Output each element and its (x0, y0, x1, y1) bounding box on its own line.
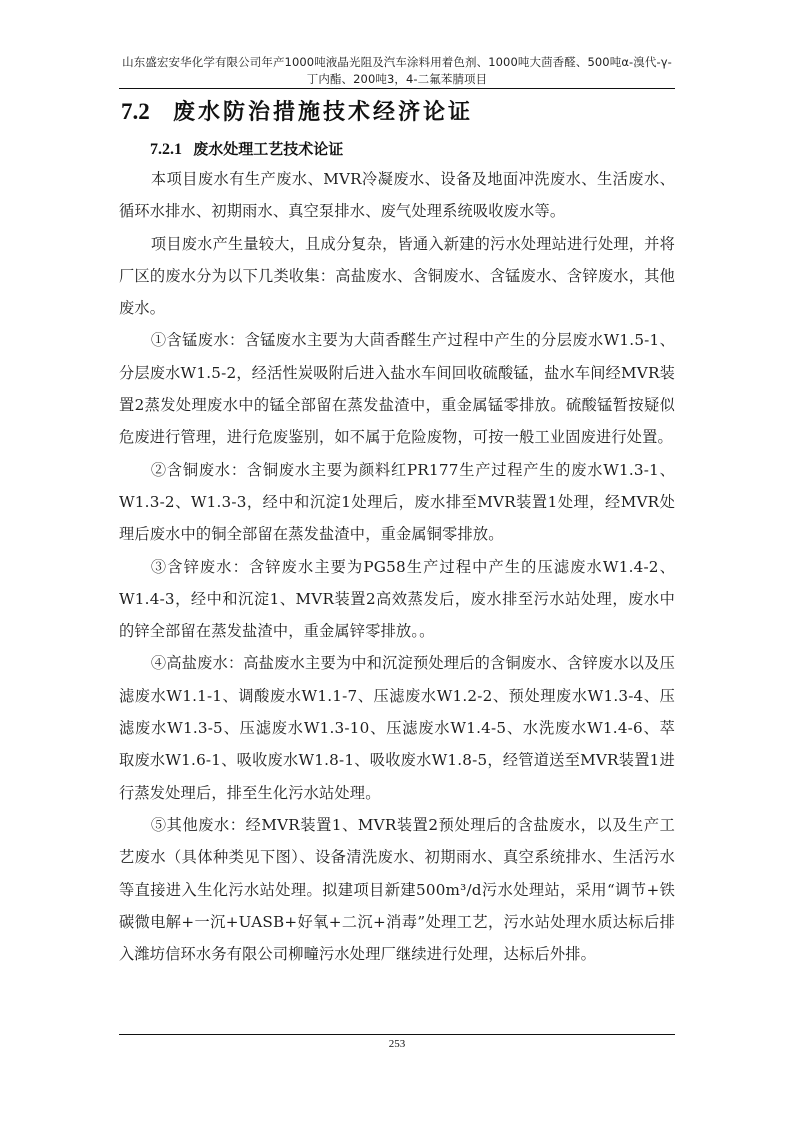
section-number: 7.2 (121, 99, 150, 124)
section-heading (121, 95, 473, 129)
page-header (119, 54, 675, 88)
footer-divider (119, 1034, 675, 1035)
header-divider (119, 88, 675, 89)
paragraph-high-salt-wastewater: ④高盐废水：高盐废水主要为中和沉淀预处理后的含铜废水、含锌废水以及压滤废水W1.1-1、调酸废水W1.1-7、压滤废水W1.2-2、预处理废水W1.3-4、压滤废水W1.3-5、压滤废水W1.3-10、压滤废水W1.4-5、水洗废水W1.4-6、萃取废水W1.6-1、吸收废水W1.8-1、吸收废水W1.8-5，经管道送至MVR装置1进行蒸发处理后，排至生化污水站处理。 (119, 654, 675, 802)
paragraph-overview: 本项目废水有生产废水、MVR冷凝废水、设备及地面冲洗废水、生活废水、循环水排水、初期雨水、真空泵排水、废气处理系统吸收废水等。 (119, 170, 675, 221)
header-line-1: 山东盛宏安华化学有限公司年产1000吨液晶光阻及汽车涂料用着色剂、1000吨大茴香醛、500吨α-溴代-γ- (122, 55, 672, 69)
subsection-number: 7.2.1 (150, 141, 182, 158)
section-title: 废水防治措施技术经济论证 (173, 99, 474, 125)
page-number: 253 (388, 1038, 406, 1050)
paragraph-manganese-wastewater: ①含锰废水：含锰废水主要为大茴香醛生产过程中产生的分层废水W1.5-1、分层废水W1.5-2，经活性炭吸附后进入盐水车间回收硫酸锰，盐水车间经MVR装置2蒸发处理废水中的锰全部留在蒸发盐渣中，重金属锰零排放。硫酸锰暂按疑似危废进行管理，进行危废鉴别，如不属于危险废物，可按一般工业固废进行处置。 (119, 331, 675, 447)
paragraph-copper-wastewater: ②含铜废水：含铜废水主要为颜料红PR177生产过程产生的废水W1.3-1、W1.3-2、W1.3-3，经中和沉淀1处理后，废水排至MVR装置1处理，经MVR处理后废水中的铜全部留在蒸发盐渣中，重金属铜零排放。 (119, 460, 675, 544)
paragraph-zinc-wastewater: ③含锌废水：含锌废水主要为PG58生产过程中产生的压滤废水W1.4-2、W1.4-3，经中和沉淀1、MVR装置2高效蒸发后，废水排至污水站处理，废水中的锌全部留在蒸发盐渣中，重金属锌零排放。。 (119, 557, 675, 641)
paragraph-other-wastewater: ⑤其他废水：经MVR装置1、MVR装置2预处理后的含盐废水，以及生产工艺废水（具体种类见下图）、设备清洗废水、初期雨水、真空系统排水、生活污水等直接进入生化污水站处理。拟建项目新建500m³/d污水处理站，采用“调节+铁碳微电解+一沉+UASB+好氧+二沉+消毒”处理工艺，污水站处理水质达标后排入潍坊信环水务有限公司柳疃污水处理厂继续进行处理，达标后外排。 (119, 815, 675, 964)
subsection-heading (150, 136, 343, 163)
body-text (119, 163, 675, 970)
paragraph-collection: 项目废水产生量较大，且成分复杂，皆通入新建的污水处理站进行处理，并将厂区的废水分为以下几类收集：高盐废水、含铜废水、含锰废水、含锌废水，其他废水。 (119, 234, 675, 318)
subsection-title: 废水处理工艺技术论证 (193, 140, 344, 158)
header-line-2: 丁内酯、200吨3，4-二氟苯腈项目 (306, 72, 488, 86)
